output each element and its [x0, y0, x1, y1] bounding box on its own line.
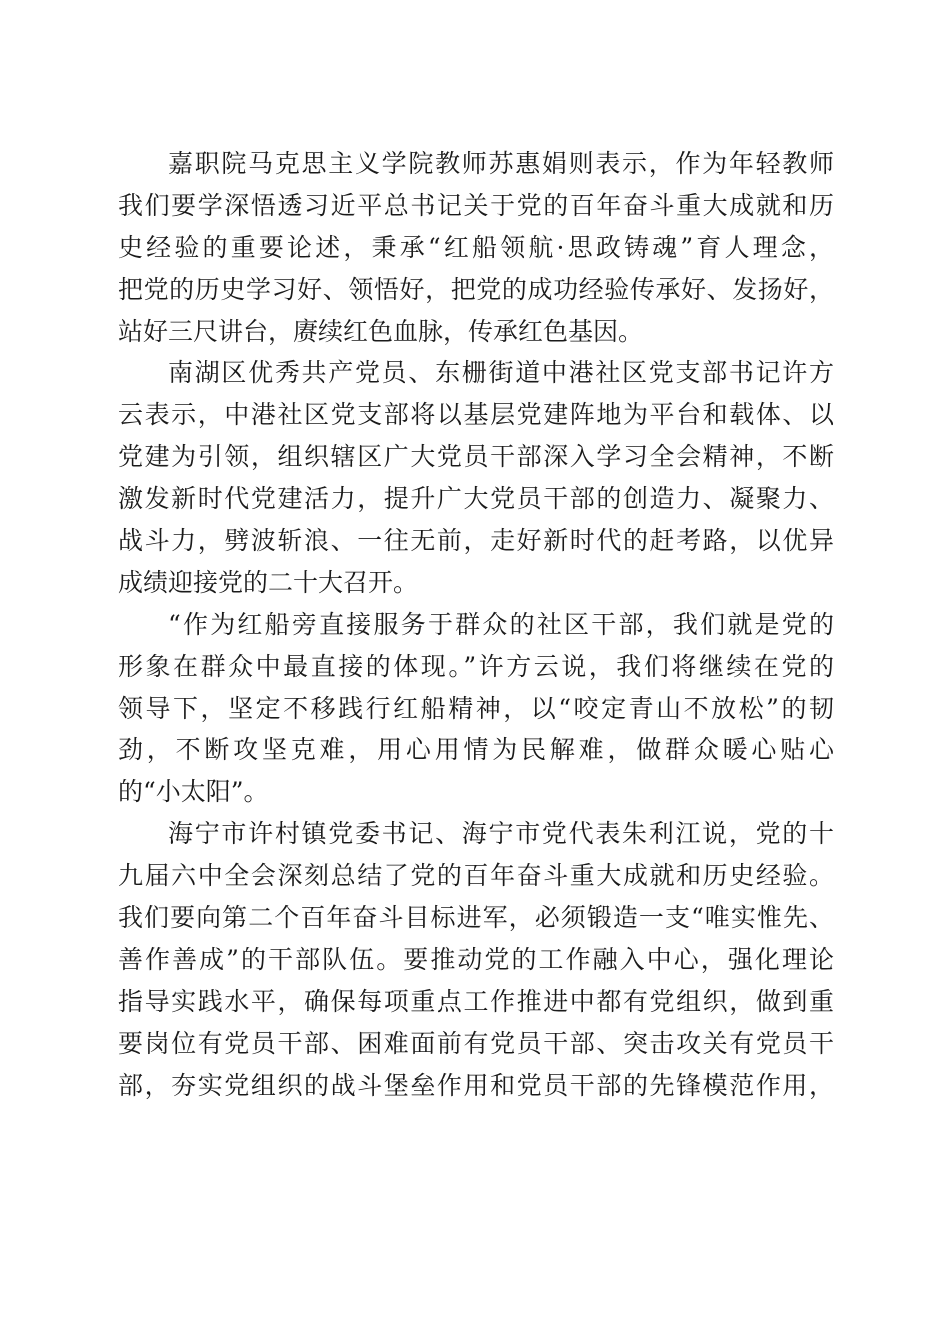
text-line: 云表示，中港社区党支部将以基层党建阵地为平台和载体、以: [118, 400, 834, 430]
text-line: 嘉职院马克思主义学院教师苏惠娟则表示，作为年轻教师: [168, 149, 834, 178]
paragraph-1: [118, 143, 834, 352]
text-line: 要岗位有党员干部、困难面前有党员干部、突击攻关有党员干: [118, 1028, 834, 1058]
paragraph-3: [118, 604, 834, 813]
text-line: 善作善成”的干部队伍。要推动党的工作融入中心，强化理论: [118, 944, 834, 974]
text-line: 战斗力，劈波斩浪、一往无前，走好新时代的赶考路，以优异: [118, 526, 834, 556]
paragraph-2: [118, 352, 834, 603]
text-line: 站好三尺讲台，赓续红色血脉，传承红色基因。: [118, 316, 644, 346]
text-line: 成绩迎接党的二十大召开。: [118, 567, 419, 597]
paragraph-4: [118, 813, 834, 1106]
text-line: “作为红船旁直接服务于群众的社区干部，我们就是党的: [168, 609, 834, 639]
text-line: 海宁市许村镇党委书记、海宁市党代表朱利江说，党的十: [168, 819, 834, 849]
text-line: 领导下，坚定不移践行红船精神，以“咬定青山不放松”的韧: [118, 693, 834, 723]
text-line: 党建为引领，组织辖区广大党员干部深入学习全会精神，不断: [118, 442, 834, 472]
text-line: 指导实践水平，确保每项重点工作推进中都有党组织，做到重: [118, 986, 834, 1016]
text-line: 劲，不断攻坚克难，用心用情为民解难，做群众暖心贴心: [118, 735, 834, 765]
text-line: 的“小太阳”。: [118, 777, 269, 807]
text-line: 形象在群众中最直接的体现。”许方云说，我们将继续在党的: [118, 651, 834, 681]
document-body: [118, 143, 834, 1106]
text-line: 我们要向第二个百年奋斗目标进军，必须锻造一支“唯实惟先、: [118, 903, 834, 933]
text-line: 把党的历史学习好、领悟好，把党的成功经验传承好、发扬好，: [118, 274, 834, 304]
text-line: 我们要学深悟透习近平总书记关于党的百年奋斗重大成就和历: [118, 190, 834, 220]
text-line: 激发新时代党建活力，提升广大党员干部的创造力、凝聚力、: [118, 484, 834, 514]
text-line: 史经验的重要论述，秉承“红船领航·思政铸魂”育人理念，: [118, 232, 834, 262]
text-line: 南湖区优秀共产党员、东栅街道中港社区党支部书记许方: [168, 358, 834, 388]
text-line: 部，夯实党组织的战斗堡垒作用和党员干部的先锋模范作用，: [118, 1070, 834, 1100]
text-line: 九届六中全会深刻总结了党的百年奋斗重大成就和历史经验。: [118, 861, 834, 891]
